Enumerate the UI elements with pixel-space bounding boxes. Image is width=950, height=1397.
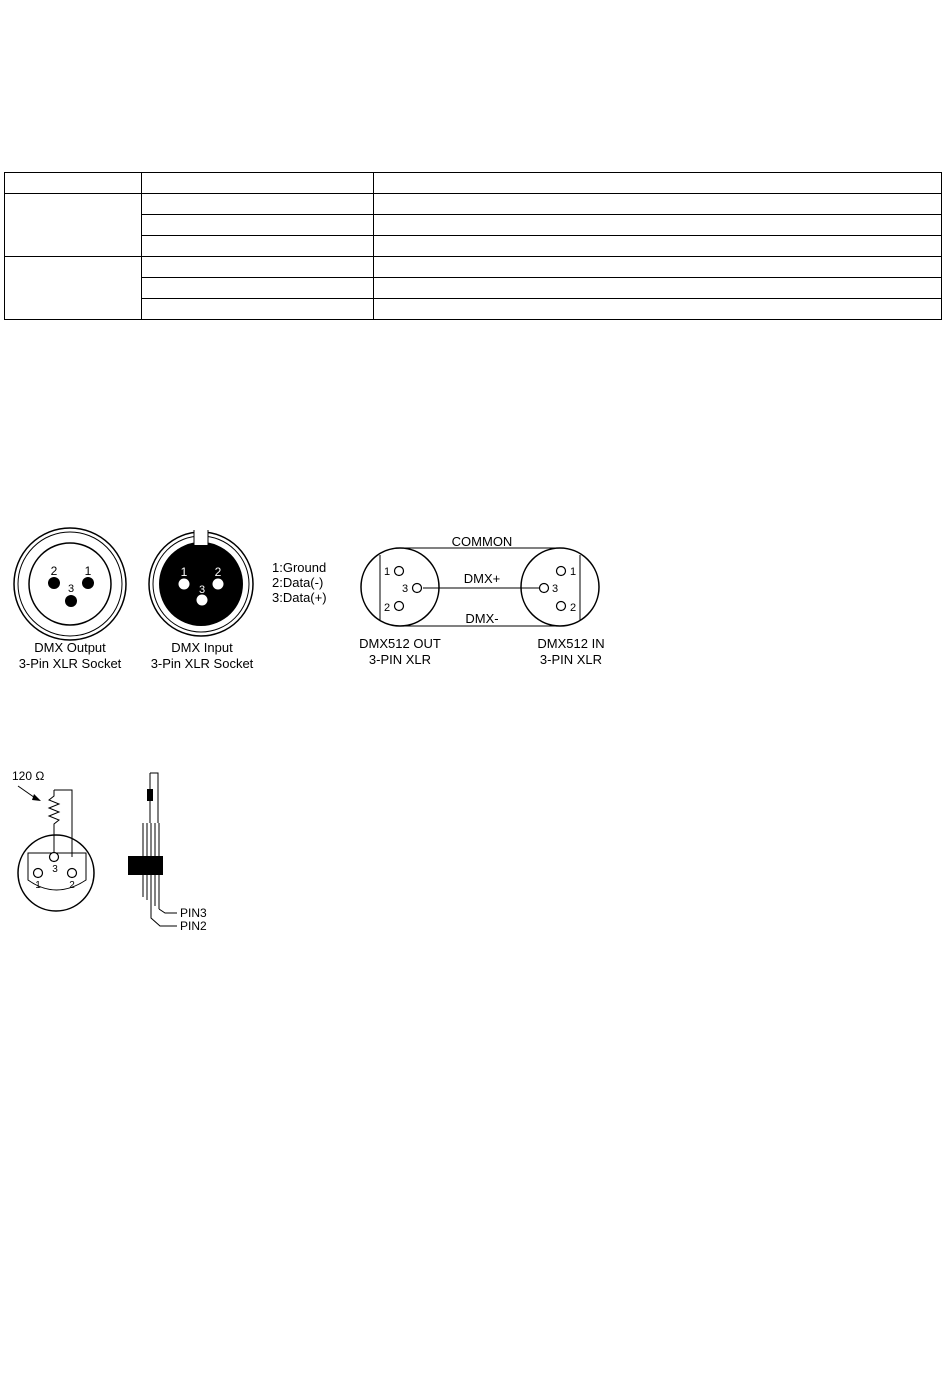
terminator-side-view <box>128 773 207 933</box>
pin-number: 3 <box>198 584 206 596</box>
pin-hole <box>413 584 422 593</box>
dmx-output-socket <box>14 528 126 671</box>
pin-hole <box>557 567 566 576</box>
resistor-lead <box>54 790 72 857</box>
dmx-plus-label: DMX+ <box>463 571 501 586</box>
arrow-icon <box>32 794 41 801</box>
pin-number: 2 <box>50 564 58 578</box>
pin3-label: PIN3 <box>180 906 207 920</box>
legend-item: 1:Ground <box>272 560 327 575</box>
pin-hole <box>65 595 77 607</box>
out-connector <box>361 548 439 626</box>
pin-hole <box>179 579 190 590</box>
socket-key-notch <box>194 527 208 545</box>
pin-number: 2 <box>214 565 222 579</box>
pin-hole <box>48 577 60 589</box>
pin-legend <box>272 560 327 605</box>
pin-number: 1 <box>569 566 577 578</box>
pin-number: 1 <box>180 565 188 579</box>
pin-number: 3 <box>52 864 58 875</box>
pin-number: 1 <box>84 564 92 578</box>
pin-hole <box>540 584 549 593</box>
terminator-plug <box>12 769 94 911</box>
pin-hole <box>197 595 208 606</box>
pin-hole <box>395 602 404 611</box>
input-caption: 3-Pin XLR Socket <box>150 656 254 671</box>
pin-number: 1 <box>35 880 41 891</box>
pin-hole <box>213 579 224 590</box>
pin2-leader <box>151 903 177 926</box>
pin-hole <box>68 869 77 878</box>
heat-shrink-sleeve <box>128 856 163 875</box>
pin-hole <box>34 869 43 878</box>
common-label: COMMON <box>451 534 513 549</box>
dmx-wiring-diagram <box>359 534 604 667</box>
resistor-body <box>147 789 153 801</box>
output-caption: 3-Pin XLR Socket <box>18 656 122 671</box>
pin-hole <box>82 577 94 589</box>
legend-item: 3:Data(+) <box>272 590 327 605</box>
output-caption: DMX Output <box>34 640 106 655</box>
pin-hole <box>50 853 59 862</box>
resistor-icon <box>49 790 59 853</box>
in-caption: 3-PIN XLR <box>539 652 603 667</box>
pin-number: 2 <box>569 602 577 614</box>
dmx-input-socket <box>149 527 254 671</box>
pin3-leader <box>159 909 177 913</box>
legend-item: 2:Data(-) <box>272 575 324 590</box>
pin-number: 3 <box>551 583 559 595</box>
pin-hole <box>557 602 566 611</box>
pin-number: 2 <box>383 602 391 614</box>
resistor-label: 120 Ω <box>12 769 45 783</box>
dmx-minus-label: DMX- <box>465 611 499 626</box>
pin-number: 3 <box>67 583 75 595</box>
out-caption: 3-PIN XLR <box>368 652 432 667</box>
pin-number: 1 <box>383 566 391 578</box>
pin-number: 3 <box>401 583 409 595</box>
pin-number: 2 <box>69 880 75 891</box>
input-caption: DMX Input <box>171 640 233 655</box>
pin-hole <box>395 567 404 576</box>
pin2-label: PIN2 <box>180 919 207 933</box>
out-caption: DMX512 OUT <box>359 636 441 651</box>
in-caption: DMX512 IN <box>537 636 605 651</box>
in-connector <box>521 548 599 626</box>
